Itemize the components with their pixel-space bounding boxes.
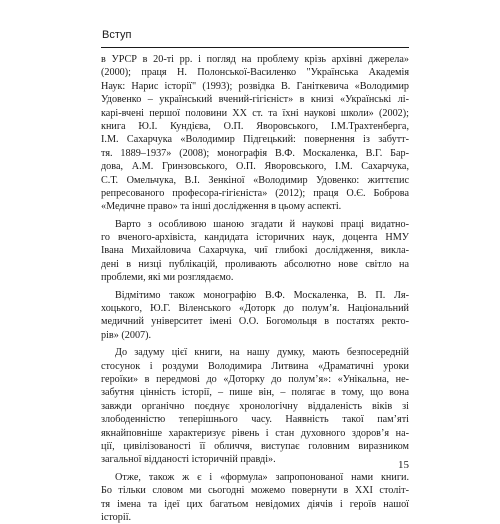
paragraph (101, 289, 409, 343)
text-line: медичний університет імені О.О. Богомольця в постатях ректо- (101, 316, 409, 328)
text-line: героїки» в передмові до «Доторку до полум’я»: «Унікальна, не- (101, 373, 409, 385)
text-line: Удовенко – український вчений-гігієніст» в книзі «Українські лі- (101, 94, 409, 106)
text-line: книга Ю.І. Кундієва, О.П. Яворовського, І.М.Трахтенберга, (101, 120, 409, 132)
text-line: злободенністю теперішнього часу. Наявність такої пам’яті (101, 414, 409, 426)
paragraph (101, 471, 409, 524)
text-line: дені в низці публікацій, проливають абсолютно нове світло на (101, 258, 409, 270)
text-line: дова, А.М. Гринзовського, О.П. Яворовського, І.М. Сахарчука, (101, 161, 409, 173)
text-line: карі-вчені першої половини ХХ ст. та їхні наукові школи» (2002); (101, 107, 409, 119)
running-header-title: Вступ (102, 29, 132, 41)
text-line: Відмітимо також монографію В.Ф. Москаленка, В. П. Ля- (115, 289, 409, 301)
paragraph (101, 346, 409, 467)
text-line: Івана Михайловича Сахарчука, чиї глибокі дослідження, виклa- (101, 245, 409, 257)
text-line: історії. (101, 511, 132, 523)
text-line: тя. 1889–1937» (2008); монографія В.Ф. Москаленка, В.Г. Бар- (101, 147, 409, 159)
body-text (101, 53, 409, 524)
text-line: хоцького, Ю.Г. Віленського «Доторк до полум’я. Національний (101, 303, 409, 315)
text-line: (2000); праця Н. Полонської-Василенко "Українська Академія (101, 67, 409, 79)
text-line: ції, цивілізованості її обличчя, виступає головним виразником (101, 440, 409, 452)
text-line: рів» (2007). (101, 329, 152, 341)
paragraph (101, 218, 409, 285)
text-line: Варто з особливою шаною згадати й наукові праці видатно- (115, 218, 409, 230)
text-line: Наук: Нарис історії" (1993); розвідка В. Ганіткевича «Володимир (101, 80, 409, 92)
text-line: Бо тільки словом ми сьогодні можемо повернути в ХХІ століт- (101, 485, 409, 497)
text-line: І.М. Сахарчука «Володимир Підгецький: повернення із забутт- (101, 134, 409, 146)
page-number: 15 (398, 459, 409, 471)
text-line: завжди органічно поєднує хронологічну віддаленість віків зі (101, 400, 409, 412)
text-line: проблеми, які ми розглядаємо. (101, 272, 234, 284)
text-line: стосунок і роздуми Володимира Литвина «Драматичні уроки (101, 360, 409, 372)
text-line: забутня цінність історії, – пише він, – полягає в тому, що вона (101, 387, 409, 399)
paragraph (101, 53, 409, 214)
text-line: якнайповніше характеризує рівень і стан духовного здоров’я на- (101, 427, 409, 439)
text-line: тя імена та ідеї цих багатьом невідомих діячів і героїв нашої (101, 498, 409, 510)
header-rule (101, 47, 409, 48)
text-line: «Медичне право» та інші дослідження в цьому аспекті. (101, 201, 342, 213)
text-line: го вченого-архівіста, кандидата історичних наук, доцента НМУ (101, 232, 409, 244)
text-line: репресованого професора-гігієніста» (2012); праця О.Є. Боброва (101, 187, 409, 199)
text-line: в УРСР в 20-ті рр. і погляд на проблему крізь архівні джерела» (101, 54, 409, 65)
text-line: Отже, також ж є і «формула» запропонованої нами книги. (115, 471, 409, 483)
text-line: загальної відданості історичній правді». (101, 454, 276, 466)
text-line: С.Т. Омельчука, В.І. Зенкіної «Володимир Удовенко: життєпис (101, 174, 409, 186)
text-line: До задуму цієї книги, на нашу думку, мають безпосередній (115, 347, 409, 359)
